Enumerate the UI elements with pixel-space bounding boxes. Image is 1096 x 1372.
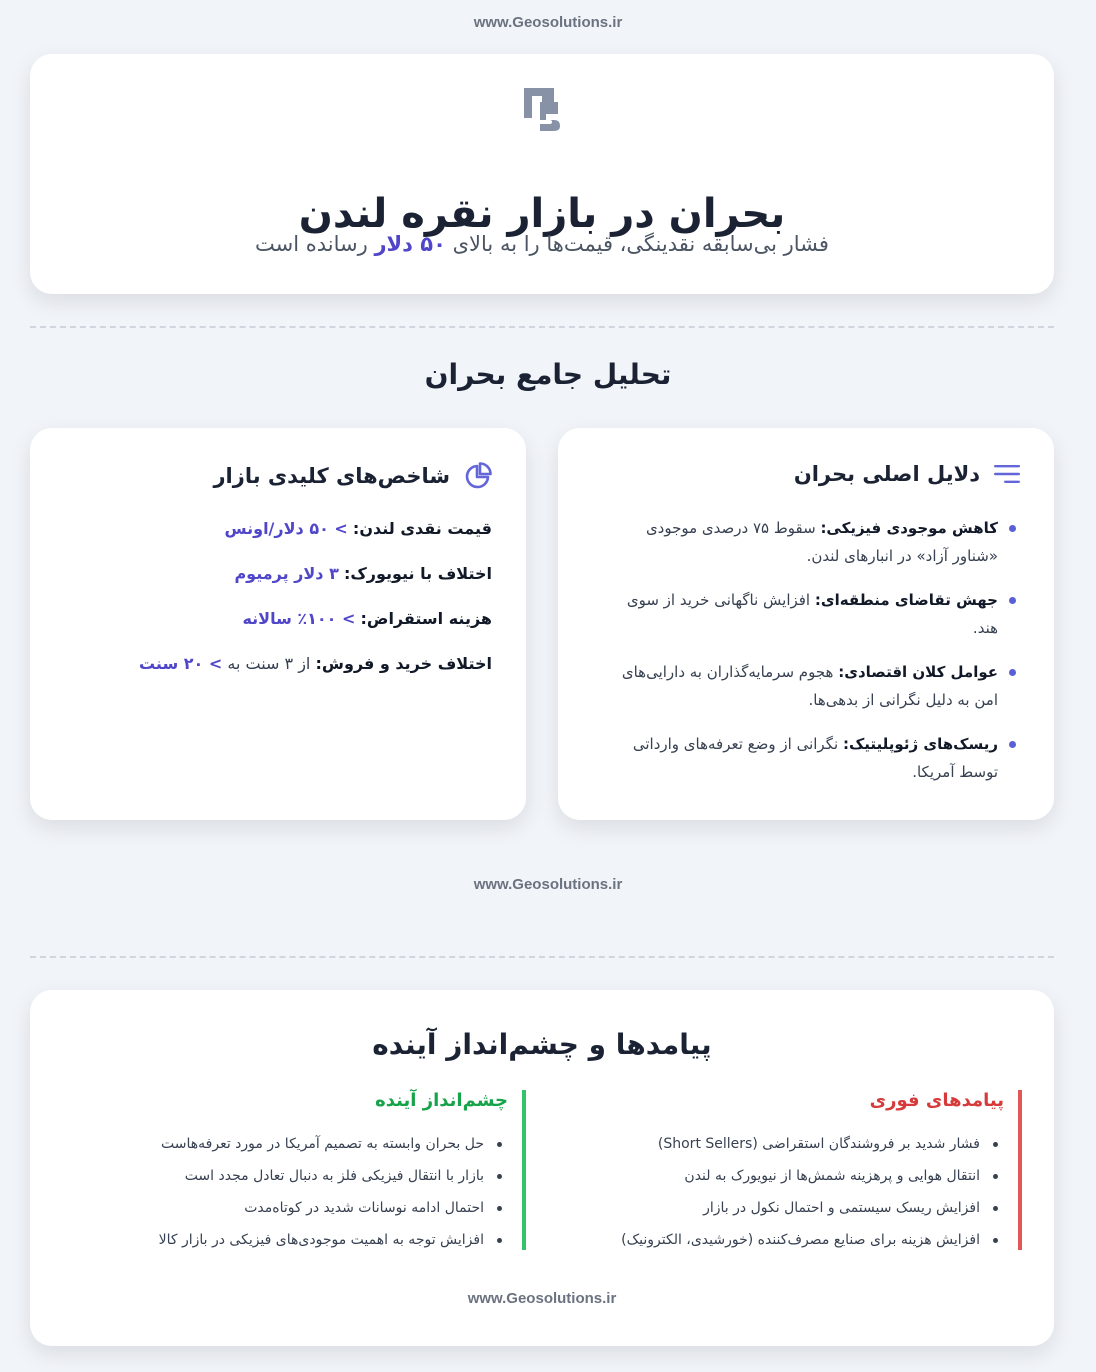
- outlook-card: [30, 990, 1054, 1346]
- causes-title: دلایل اصلی بحران: [793, 462, 980, 486]
- list-item: افزایش ریسک سیستمی و احتمال نکول در بازار: [574, 1192, 1000, 1224]
- list-lines-icon: [994, 464, 1020, 484]
- metrics-title: شاخص‌های کلیدی بازار: [213, 464, 450, 488]
- immediate-column: [592, 1090, 1022, 1250]
- list-item: کاهش موجودی فیزیکی: سقوط ۷۵ درصدی موجودی «شناور آزاد» در انبارهای لندن.: [600, 514, 1020, 570]
- list-item: انتقال هوایی و پرهزینه شمش‌ها از نیویورک به لندن: [574, 1160, 1000, 1192]
- metric-row: اختلاف خرید و فروش: از ۳ سنت به > ۲۰ سنت: [138, 654, 492, 673]
- list-item: فشار شدید بر فروشندگان استقراضی (Short Sellers): [574, 1128, 1000, 1160]
- watermark: www.Geosolutions.ir: [473, 876, 623, 893]
- immediate-title: پیامدهای فوری: [869, 1090, 1004, 1111]
- section-divider: [30, 956, 1054, 958]
- metrics-card: [30, 428, 526, 820]
- logo-icon: [520, 84, 564, 132]
- metric-row: هزینه استقراض: > ۱۰۰٪ سالانه: [242, 609, 492, 628]
- metric-row: قیمت نقدی لندن: > ۵۰ دلار/اونس: [224, 519, 492, 538]
- list-item: احتمال ادامه نوسانات شدید در کوتاه‌مدت: [118, 1192, 504, 1224]
- watermark: www.Geosolutions.ir: [473, 14, 623, 31]
- page-subtitle: فشار بی‌سابقه نقدینگی، قیمت‌ها را به بالای ۵۰ دلار رسانده است: [255, 232, 829, 256]
- list-item: عوامل کلان اقتصادی: هجوم سرمایه‌گذاران به دارایی‌های امن به دلیل نگرانی از بدهی‌ها.: [600, 658, 1020, 714]
- analysis-title: تحلیل جامع بحران: [424, 358, 672, 391]
- list-item: حل بحران وابسته به تصمیم آمریکا در مورد تعرفه‌هاست: [118, 1128, 504, 1160]
- list-item: افزایش هزینه برای صنایع مصرف‌کننده (خورشیدی، الکترونیک): [574, 1224, 1000, 1256]
- price-highlight: ۵۰ دلار: [374, 232, 446, 256]
- page-title: بحران در بازار نقره لندن: [298, 191, 786, 237]
- list-item: بازار با انتقال فیزیکی فلز به دنبال تعادل مجدد است: [118, 1160, 504, 1192]
- list-item: ریسک‌های ژئوپلیتیک: نگرانی از وضع تعرفه‌های وارداتی توسط آمریکا.: [600, 730, 1020, 786]
- causes-list: [600, 514, 1020, 802]
- list-item: افزایش توجه به اهمیت موجودی‌های فیزیکی در بازار کالا: [118, 1224, 504, 1256]
- causes-card: [558, 428, 1054, 820]
- outlook-title: پیامدها و چشم‌انداز آینده: [372, 1028, 712, 1061]
- future-column: [136, 1090, 526, 1250]
- pie-chart-icon: [464, 462, 492, 490]
- hero-card: [30, 54, 1054, 294]
- metric-row: اختلاف با نیویورک: ۳ دلار پرمیوم: [234, 564, 492, 583]
- watermark: www.Geosolutions.ir: [467, 1290, 617, 1307]
- section-divider: [30, 326, 1054, 328]
- future-title: چشم‌انداز آینده: [375, 1090, 508, 1111]
- list-item: جهش تقاضای منطقه‌ای: افزایش ناگهانی خرید از سوی هند.: [600, 586, 1020, 642]
